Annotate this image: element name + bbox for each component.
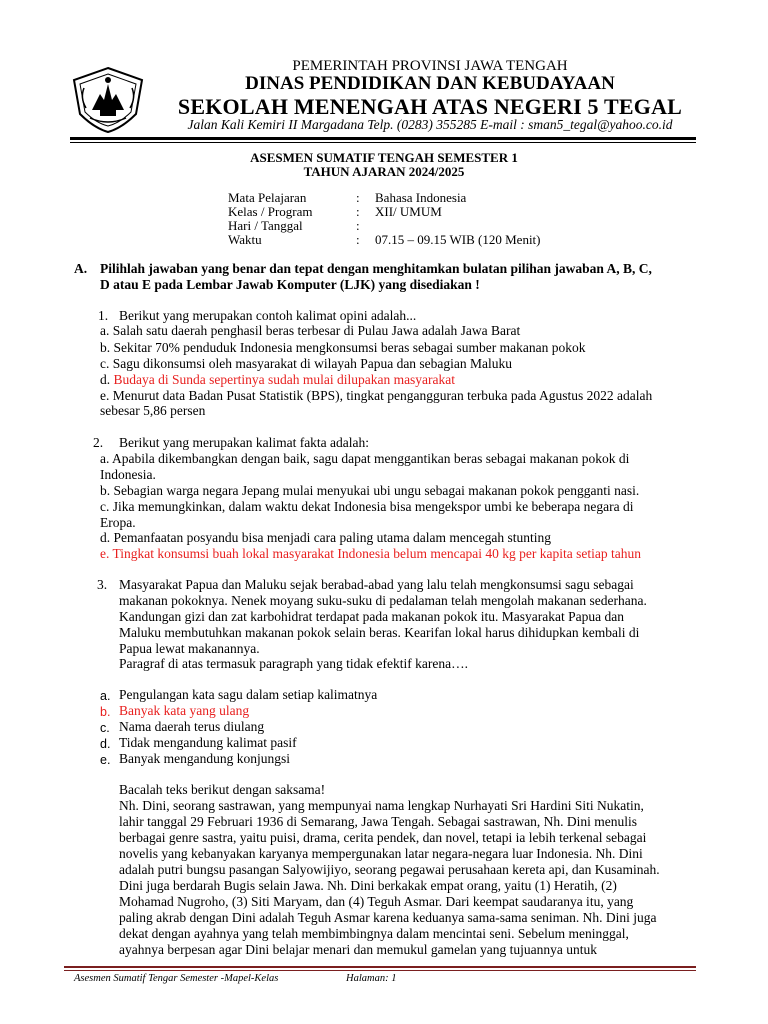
q3-option-e: Banyak mengandung konjungsi <box>119 751 290 766</box>
exam-year: TAHUN AJARAN 2024/2025 <box>303 164 465 179</box>
q3-line: Paragraf di atas termasuk paragraph yang tidak efektif karena…. <box>119 656 468 671</box>
q3-option-b: Banyak kata yang ulang <box>119 703 250 718</box>
info-label: Waktu <box>228 232 262 247</box>
info-value: XII/ UMUM <box>375 204 442 219</box>
q2-question: Berikut yang merupakan kalimat fakta adalah: <box>119 435 370 450</box>
q2-option-b: b. Sebagian warga negara Jepang mulai menyukai ubi ungu sebagai makanan pokok pengganti nasi. <box>100 483 640 498</box>
header-department: DINAS PENDIDIKAN DAN KEBUDAYAAN <box>245 73 615 94</box>
reading-line: paling akrab dengan Dini adalah Teguh Asmar karena keduanya sama-sama seniman. Nh. Dini juga <box>119 910 657 925</box>
reading-line: Nh. Dini, seorang sastrawan, yang mempunyai nama lengkap Nurhayati Sri Hardini Siti Nukatin, <box>119 798 644 813</box>
info-label: Kelas / Program <box>228 204 313 219</box>
header-divider-thin <box>70 142 696 143</box>
q1-question: Berikut yang merupakan contoh kalimat opini adalah... <box>119 308 417 323</box>
q3-line: Maluku membutuhkan makanan pokok selain beras. Kearifan lokal harus dihidupkan kembali di <box>119 625 640 640</box>
q1-number: 1. <box>98 308 109 323</box>
reading-line: adalah putri bungsu pasangan Salyowijiyo, seorang pegawai perusahaan kereta api, dan Kusaminah. <box>119 862 660 877</box>
info-label: Mata Pelajaran <box>228 190 307 205</box>
q3-option-c: Nama daerah terus diulang <box>119 719 265 734</box>
q2-number: 2. <box>93 435 104 450</box>
exam-title: ASESMEN SUMATIF TENGAH SEMESTER 1 <box>250 150 518 165</box>
reading-line: Mohamad Nugroho, (3) Siti Maryam, dan (4) Teguh Asmar. Dari keempat saudaranya itu, yang <box>119 894 634 909</box>
reading-line: lahir tanggal 29 Februari 1936 di Semarang, Jawa Tengah. Sebagai sastrawan, Nh. Dini menulis <box>119 814 638 829</box>
instruction-line: D atau E pada Lembar Jawab Komputer (LJK) yang disediakan ! <box>100 277 480 292</box>
info-label: Hari / Tanggal <box>228 218 303 233</box>
reading-line: dekat dengan ayahnya yang telah membimbingnya dalam mencintai seni. Sebelum meninggal, <box>119 926 629 941</box>
header-address: Jalan Kali Kemiri II Margadana Telp. (0283) 355285 E-mail : sman5_tegal@yahoo.co.id <box>187 117 673 132</box>
header-divider-thick <box>70 137 696 140</box>
q3-line: Masyarakat Papua dan Maluku sejak berabad-abad yang lalu telah mengkonsumsi sagu sebagai <box>119 577 634 592</box>
q1-option-c: c. Sagu dikonsumsi oleh masyarakat di wilayah Papua dan sebagian Maluku <box>100 356 513 371</box>
info-value: 07.15 – 09.15 WIB (120 Menit) <box>375 232 541 247</box>
q1-option-a: a. Salah satu daerah penghasil beras terbesar di Pulau Jawa adalah Jawa Barat <box>100 323 521 338</box>
q2-option-c: c. Jika memungkinkan, dalam waktu dekat Indonesia bisa mengekspor umbi ke beberapa negara di <box>100 499 634 514</box>
header-school-name: SEKOLAH MENENGAH ATAS NEGERI 5 TEGAL <box>177 94 683 119</box>
q1-option-b: b. Sekitar 70% penduduk Indonesia mengkonsumsi beras sebagai sumber makanan pokok <box>100 340 586 355</box>
section-letter: A. <box>74 261 88 276</box>
q1-option-d <box>100 372 455 388</box>
footer-exam-label: Asesmen Sumatif Tengar Semester -Mapel-Kelas <box>74 973 279 984</box>
q3-number: 3. <box>97 577 108 592</box>
reading-intro: Bacalah teks berikut dengan saksama! <box>119 782 326 797</box>
q1-option-e: e. Menurut data Badan Pusat Statistik (BPS), tingkat pengangguran terbuka pada Agustus 2022 adalah <box>100 388 653 403</box>
instruction-line: Pilihlah jawaban yang benar dan tepat dengan menghitamkan bulatan pilihan jawaban A, B, C, <box>100 261 652 276</box>
reading-line: Dini juga berdarah Bugis selain Jawa. Nh. Dini berkakak empat orang, yaitu (1) Heratih, (2) <box>119 878 617 893</box>
q3-option-d: Tidak mengandung kalimat pasif <box>119 735 297 750</box>
q1-option-e-cont: sebesar 5,86 persen <box>100 403 206 418</box>
info-value: Bahasa Indonesia <box>375 190 467 205</box>
reading-line: ayahnya berpesan agar Dini belajar menari dan memukul gamelan yang tujuannya untuk <box>119 942 597 957</box>
footer-page-number: Halaman: 1 <box>346 973 397 984</box>
q3-option-letter-b: b. <box>100 705 111 719</box>
q3-option-a: Pengulangan kata sagu dalam setiap kalimatnya <box>119 687 378 702</box>
reading-line: berbagai genre sastra, yaitu puisi, drama, cerita pendek, dan novel, tetapi ia lebih terkenal sebagai <box>119 830 647 845</box>
q3-option-letter-e: e. <box>100 753 111 767</box>
info-colon: : <box>356 232 360 247</box>
answer-key-text: Budaya di Sunda sepertinya sudah mulai dilupakan masyarakat <box>113 372 456 387</box>
q2-option-d: d. Pemanfaatan posyandu bisa menjadi cara paling utama dalam mencegah stunting <box>100 530 551 545</box>
q2-option-e: e. Tingkat konsumsi buah lokal masyarakat Indonesia belum mencapai 40 kg per kapita setiap tahun <box>100 546 642 561</box>
info-colon: : <box>356 218 360 233</box>
q3-option-letter-a: a. <box>100 689 111 703</box>
q3-line: Papua lewat makanannya. <box>119 641 260 656</box>
header-government: PEMERINTAH PROVINSI JAWA TENGAH <box>292 58 568 74</box>
info-colon: : <box>356 204 360 219</box>
q2-option-a: a. Apabila dikembangkan dengan baik, sagu dapat menggantikan beras sebagai makanan pokok di <box>100 451 630 466</box>
reading-line: novelis yang kebanyakan karyanya mempergunakan latar negara-negara luar Indonesia. Nh. Dini <box>119 846 643 861</box>
option-prefix: d. <box>100 372 114 387</box>
footer-divider-thick <box>64 966 696 968</box>
q3-option-letter-c: c. <box>100 721 110 735</box>
q3-line: Kandungan gizi dan zat karbohidrat terdapat pada makanan pokok itu. Masyarakat Papua dan <box>119 609 624 624</box>
q3-option-letter-d: d. <box>100 737 111 751</box>
q2-option-c-cont: Eropa. <box>100 515 136 530</box>
footer-divider-thin <box>64 970 696 971</box>
info-colon: : <box>356 190 360 205</box>
q2-option-a-cont: Indonesia. <box>100 467 156 482</box>
section-instruction <box>100 261 700 293</box>
central-java-coat-of-arms-icon <box>70 66 146 134</box>
q3-line: makanan pokoknya. Nenek moyang suku-suku di pedalaman telah mengolah makanan sederhana. <box>119 593 647 608</box>
